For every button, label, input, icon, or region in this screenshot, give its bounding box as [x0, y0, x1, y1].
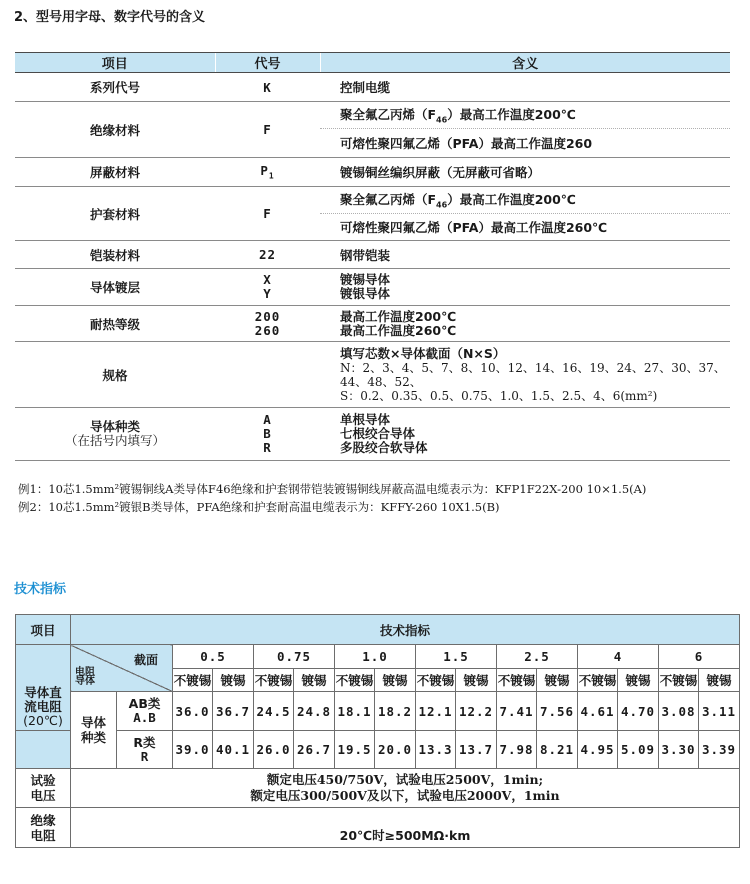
size-0: 0.5 [173, 645, 254, 669]
code-insulation: F [215, 102, 320, 158]
untinned-header: 不镀锡 [254, 669, 294, 692]
r-value: 5.09 [618, 731, 659, 769]
code-heat: 200 260 [215, 306, 320, 342]
section1-title: 2、型号用字母、数字代号的含义 [14, 10, 206, 25]
size-1: 0.75 [254, 645, 335, 669]
code-shield: $P_1$ [215, 158, 320, 187]
meaning-sheath-1: 聚全氟乙丙烯$(F_{46})$最高工作温度200℃ [320, 187, 730, 214]
r-value: 4.95 [578, 731, 618, 769]
r-value: 13.7 [456, 731, 497, 769]
table-row [15, 306, 730, 342]
tinned-header: 镀锡 [213, 669, 254, 692]
r-value: 26.7 [294, 731, 335, 769]
tinned-header: 镀锡 [618, 669, 659, 692]
table-row [15, 102, 730, 129]
diag-top: 截面 [133, 653, 158, 667]
r-value: 20.0 [375, 731, 416, 769]
meaning-conductor: 单根导体 七根绞合导体 多股绞合软导体 [320, 408, 730, 461]
ab-value: 18.2 [375, 692, 416, 731]
ab-value: 3.11 [699, 692, 740, 731]
meaning-series: 控制电缆 [320, 73, 730, 102]
examples [18, 480, 646, 516]
code-conductor: A B R [215, 408, 320, 461]
size-3: 1.5 [416, 645, 497, 669]
r-value: 3.30 [659, 731, 699, 769]
ab-value: 36.7 [213, 692, 254, 731]
size-6: 6 [659, 645, 740, 669]
ab-value: 7.56 [537, 692, 578, 731]
ab-value: 24.8 [294, 692, 335, 731]
table-row [15, 342, 730, 408]
r-value: 3.39 [699, 731, 740, 769]
item-sheath: 护套材料 [15, 187, 215, 241]
size-5: 4 [578, 645, 659, 669]
header-item: 项目 [16, 615, 71, 645]
item-spec: 规格 [15, 342, 215, 408]
r-value: 7.98 [497, 731, 537, 769]
item-armor: 铠装材料 [15, 241, 215, 269]
ab-value: 7.41 [497, 692, 537, 731]
code-series: K [215, 73, 320, 102]
ab-value: 4.70 [618, 692, 659, 731]
r-value: 26.0 [254, 731, 294, 769]
tinned-header: 镀锡 [456, 669, 497, 692]
diagonal-header [71, 645, 173, 692]
header-spec: 技术指标 [71, 615, 740, 645]
ab-value: 18.1 [335, 692, 375, 731]
tinned-header: 镀锡 [294, 669, 335, 692]
meaning-shield: 镀锡铜丝编织屏蔽（无屏蔽可省略） [320, 158, 730, 187]
example-1: 例1：10芯1.5mm²镀锡铜线A类导体F46绝缘和护套钢带铠装镀锡铜线屏蔽高温电缆表示为：KFP1F22X-200 10×1.5(A) [18, 482, 647, 496]
untinned-header: 不镀锡 [659, 669, 699, 692]
tinned-header: 镀锡 [537, 669, 578, 692]
table-row [15, 158, 730, 187]
tinned-header: 镀锡 [699, 669, 740, 692]
untinned-header: 不镀锡 [497, 669, 537, 692]
meaning-insulation-2: 可熔性聚四氟乙烯（PFA）最高工作温度260 [320, 129, 730, 158]
table-row [15, 408, 730, 461]
ab-label: AB类 A.B [117, 692, 173, 731]
meaning-plating: 镀锡导体 镀银导体 [320, 269, 730, 306]
header-item: 项目 [15, 53, 215, 73]
ab-value: 36.0 [173, 692, 213, 731]
item-plating: 导体镀层 [15, 269, 215, 306]
item-heat: 耐热等级 [15, 306, 215, 342]
code-sheath: F [215, 187, 320, 241]
r-value: 13.3 [416, 731, 456, 769]
ab-value: 3.08 [659, 692, 699, 731]
r-value: 19.5 [335, 731, 375, 769]
meaning-insulation-1: 聚全氟乙丙烯$(F_{46})$最高工作温度200℃ [320, 102, 730, 129]
section2-title: 技术指标 [14, 582, 67, 597]
meaning-armor: 钢带铠装 [320, 241, 730, 269]
untinned-header: 不镀锡 [578, 669, 618, 692]
table-row [15, 73, 730, 102]
test-label: 试验 电压 [16, 769, 71, 808]
r-value: 39.0 [173, 731, 213, 769]
diag-mid: 电阻 [75, 667, 95, 678]
table-row [15, 187, 730, 214]
item-insulation: 绝缘材料 [15, 102, 215, 158]
item-shield: 屏蔽材料 [15, 158, 215, 187]
item-conductor: 导体种类 （在括号内填写） [15, 408, 215, 461]
size-2: 1.0 [335, 645, 416, 669]
tinned-header: 镀锡 [375, 669, 416, 692]
untinned-header: 不镀锡 [416, 669, 456, 692]
header-meaning: 含义 [320, 53, 730, 73]
ab-value: 12.1 [416, 692, 456, 731]
untinned-header: 不镀锡 [335, 669, 375, 692]
ab-value: 24.5 [254, 692, 294, 731]
r-value: 8.21 [537, 731, 578, 769]
ab-value: 4.61 [578, 692, 618, 731]
code-armor: 22 [215, 241, 320, 269]
meaning-spec: 填写芯数×导体截面（N×S） N：2、3、4、5、7、8、10、12、14、16、19、24、27、30、37、 44、48、52、 S：0.2、0.35、0.5、0.75、1.0、1.5、2.5、4、6(mm²) [320, 342, 730, 408]
code-plating: X Y [215, 269, 320, 306]
type-label: 导体 种类 [71, 692, 117, 769]
table-row [15, 269, 730, 306]
meaning-sheath-2: 可熔性聚四氟乙烯（PFA）最高工作温度260℃ [320, 214, 730, 241]
size-4: 2.5 [497, 645, 578, 669]
insul-value: 20℃时≥500MΩ·km [71, 808, 740, 848]
tech-spec-table [15, 614, 740, 848]
untinned-header: 不镀锡 [173, 669, 213, 692]
diag-bot: 导体 [75, 676, 95, 687]
table-row [15, 241, 730, 269]
test-value: 额定电压450/750V，试验电压2500V，1min; 额定电压300/500V及以下，试验电压2000V，1min [71, 769, 740, 808]
header-code: 代号 [215, 53, 320, 73]
meaning-heat: 最高工作温度200℃ 最高工作温度260℃ [320, 306, 730, 342]
code-meaning-table [15, 52, 730, 461]
dcr-label: 导体直 流电阻 (20℃) [16, 645, 71, 731]
r-value: 40.1 [213, 731, 254, 769]
insul-label: 绝缘 电阻 [16, 808, 71, 848]
example-2: 例2：10芯1.5mm²镀银B类导体，PFA绝缘和护套耐高温电缆表示为：KFFY-260 10X1.5(B) [18, 500, 500, 514]
r-label: R类 R [117, 731, 173, 769]
ab-value: 12.2 [456, 692, 497, 731]
item-series: 系列代号 [15, 73, 215, 102]
